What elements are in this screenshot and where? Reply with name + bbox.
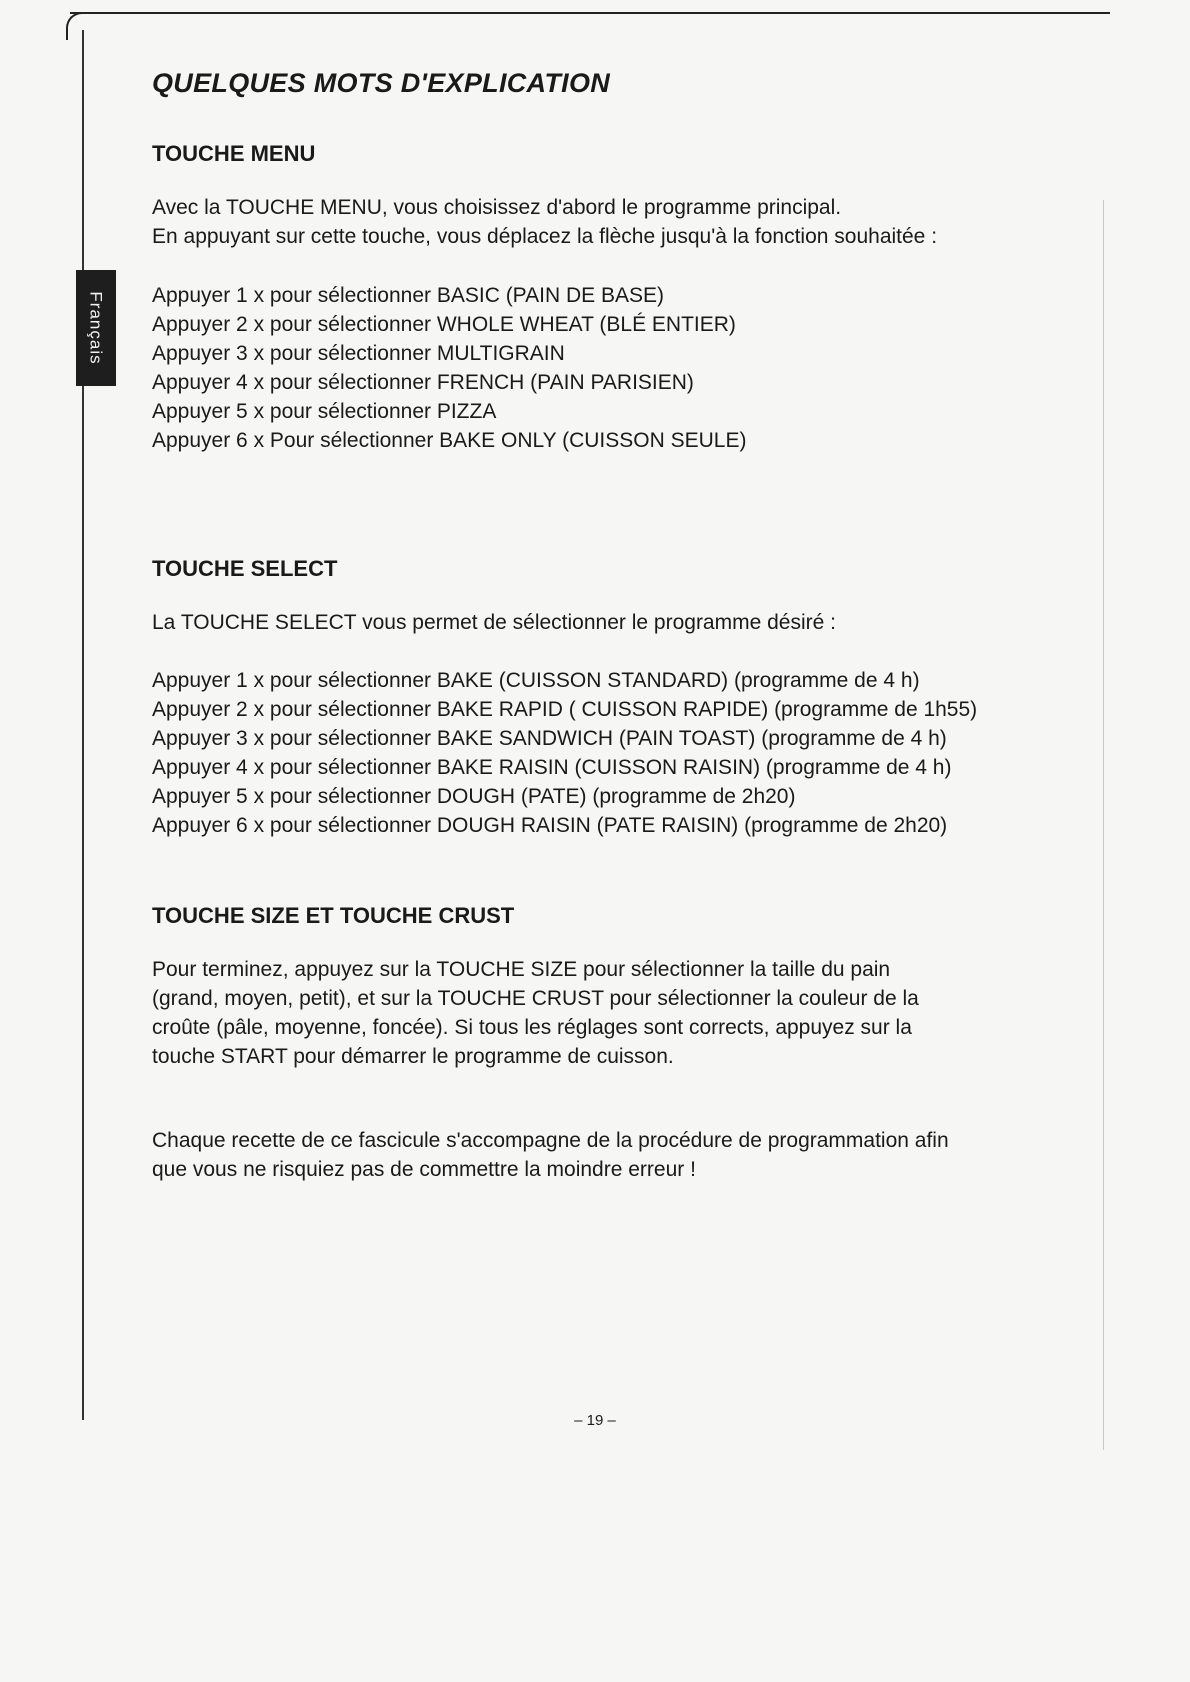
select-intro: La TOUCHE SELECT vous permet de sélectionner le programme désiré : bbox=[152, 611, 836, 634]
closing-note-line: que vous ne risquiez pas de commettre la moindre erreur ! bbox=[152, 1158, 696, 1181]
closing-note bbox=[152, 1126, 1072, 1184]
page-title: QUELQUES MOTS D'EXPLICATION bbox=[152, 68, 611, 98]
select-option: Appuyer 6 x pour sélectionner DOUGH RAISIN (PATE RAISIN) (programme de 2h20) bbox=[152, 814, 948, 837]
menu-option: Appuyer 3 x pour sélectionner MULTIGRAIN bbox=[152, 342, 565, 365]
section-heading-menu: TOUCHE MENU bbox=[152, 141, 316, 166]
menu-option: Appuyer 1 x pour sélectionner BASIC (PAIN DE BASE) bbox=[152, 284, 664, 307]
right-edge-line bbox=[1103, 200, 1104, 1450]
section-heading-size-crust: TOUCHE SIZE ET TOUCHE CRUST bbox=[152, 903, 515, 928]
select-option: Appuyer 3 x pour sélectionner BAKE SANDWICH (PAIN TOAST) (programme de 4 h) bbox=[152, 727, 947, 750]
size-crust-line: Pour terminez, appuyez sur la TOUCHE SIZE pour sélectionner la taille du pain bbox=[152, 958, 891, 981]
select-option: Appuyer 2 x pour sélectionner BAKE RAPID ( CUISSON RAPIDE) (programme de 1h55) bbox=[152, 698, 978, 721]
page-number: – 19 – bbox=[574, 1412, 616, 1429]
language-tab bbox=[76, 270, 116, 386]
language-tab-label: Français bbox=[87, 291, 106, 365]
menu-option: Appuyer 5 x pour sélectionner PIZZA bbox=[152, 400, 497, 423]
select-option: Appuyer 5 x pour sélectionner DOUGH (PATE) (programme de 2h20) bbox=[152, 785, 796, 808]
select-option: Appuyer 1 x pour sélectionner BAKE (CUISSON STANDARD) (programme de 4 h) bbox=[152, 669, 920, 692]
section-menu bbox=[152, 141, 1072, 455]
left-border-line bbox=[82, 30, 84, 1420]
closing-note-line: Chaque recette de ce fascicule s'accompagne de la procédure de programmation afin bbox=[152, 1129, 949, 1152]
select-options-list bbox=[152, 666, 1072, 840]
top-border-line bbox=[70, 12, 1110, 14]
size-crust-line: touche START pour démarrer le programme de cuisson. bbox=[152, 1045, 674, 1068]
menu-intro-line-2: En appuyant sur cette touche, vous déplacez la flèche jusqu'à la fonction souhaitée : bbox=[152, 225, 938, 248]
size-crust-line: croûte (pâle, moyenne, foncée). Si tous les réglages sont corrects, appuyez sur la bbox=[152, 1016, 912, 1039]
size-crust-line: (grand, moyen, petit), et sur la TOUCHE CRUST pour sélectionner la couleur de la bbox=[152, 987, 919, 1010]
section-heading-select: TOUCHE SELECT bbox=[152, 556, 338, 581]
select-option: Appuyer 4 x pour sélectionner BAKE RAISIN (CUISSON RAISIN) (programme de 4 h) bbox=[152, 756, 952, 779]
menu-intro-line-1: Avec la TOUCHE MENU, vous choisissez d'abord le programme principal. bbox=[152, 196, 842, 219]
menu-option: Appuyer 2 x pour sélectionner WHOLE WHEAT (BLÉ ENTIER) bbox=[152, 313, 736, 336]
section-select bbox=[152, 556, 1072, 840]
menu-options-list bbox=[152, 281, 1072, 455]
section-size-crust bbox=[152, 903, 1072, 1071]
menu-option: Appuyer 4 x pour sélectionner FRENCH (PAIN PARISIEN) bbox=[152, 371, 694, 394]
menu-option: Appuyer 6 x Pour sélectionner BAKE ONLY (CUISSON SEULE) bbox=[152, 429, 747, 452]
